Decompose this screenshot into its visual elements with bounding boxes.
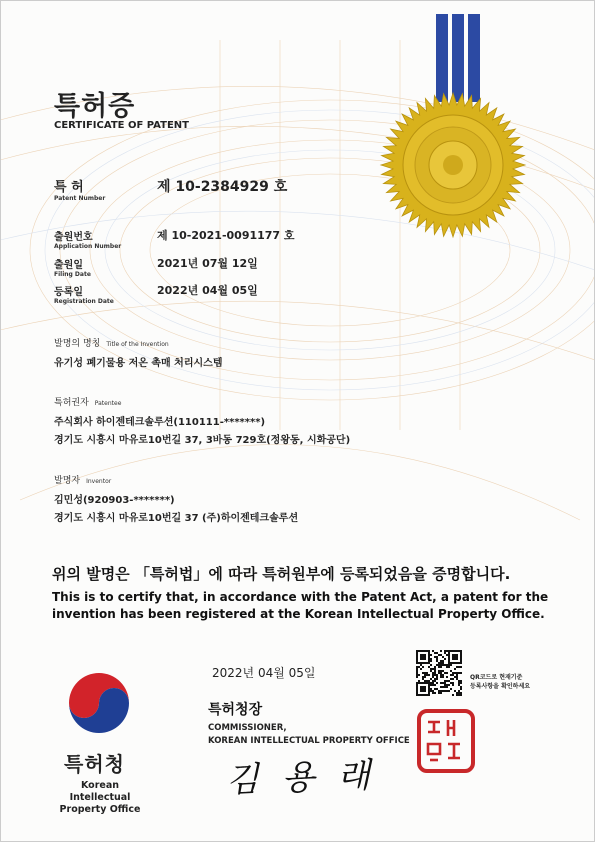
signature: 김 용 래 bbox=[225, 755, 377, 801]
page-title: 특허증 bbox=[54, 91, 136, 122]
korean-ip-office-logo-icon bbox=[64, 668, 134, 738]
ribbon-stripe bbox=[436, 14, 448, 102]
qr-code-icon bbox=[416, 650, 462, 696]
statement-english-line-2: invention has been registered at the Korean Intellectual Property Office. bbox=[52, 607, 545, 621]
registration-date-value: 2022년 04월 05일 bbox=[157, 284, 258, 297]
gold-seal-icon bbox=[378, 90, 528, 240]
statement-korean: 위의 발명은 「특허법」에 따라 특허원부에 등록되었음을 증명합니다. bbox=[52, 565, 511, 583]
page-subtitle: CERTIFICATE OF PATENT bbox=[54, 120, 189, 131]
filing-date-value: 2021년 07월 12일 bbox=[157, 257, 258, 270]
inventor-section: 발명자 Inventor 김민성(920903-*******) 경기도 시흥시 마유로10번길 37 (주)하이젠테크솔루션 bbox=[54, 476, 299, 524]
patent-number-label: 특 허 Patent Number bbox=[54, 180, 106, 202]
office-name-korean: 특허청 bbox=[64, 752, 125, 776]
red-seal-icon bbox=[416, 708, 476, 774]
ribbon-stripe bbox=[452, 14, 464, 102]
statement-english-line-1: This is to certify that, in accordance with the Patent Act, a patent for the bbox=[52, 590, 549, 604]
issue-date: 2022년 04월 05일 bbox=[212, 666, 316, 680]
patentee-section: 특허권자 Patentee 주식회사 하이젠테크솔루션(110111-*******) 경기도 시흥시 마유로10번길 37, 3바동 729호(정왕동, 시화공단) bbox=[54, 398, 351, 446]
application-number-value: 제 10-2021-0091177 호 bbox=[157, 229, 295, 242]
commissioner-english: COMMISSIONER, KOREAN INTELLECTUAL PROPERTY OFFICE bbox=[208, 723, 410, 746]
patent-number-value: 제 10-2384929 호 bbox=[157, 179, 288, 195]
application-number-label: 출원번호 Application Number bbox=[54, 232, 122, 250]
commissioner-title: 특허청장 bbox=[208, 702, 263, 718]
patentee-address: 경기도 시흥시 마유로10번길 37, 3바동 729호(정왕동, 시화공단) bbox=[54, 435, 351, 446]
patentee-name: 주식회사 하이젠테크솔루션(110111-*******) bbox=[54, 417, 266, 428]
filing-date-label: 출원일 Filing Date bbox=[54, 260, 91, 278]
invention-title: 유기성 폐기물용 저온 촉매 처리시스템 bbox=[54, 358, 223, 369]
inventor-name: 김민성(920903-*******) bbox=[54, 495, 175, 506]
qr-note: QR코드로 현재기준 등록사항을 확인하세요 bbox=[470, 674, 531, 690]
invention-section: 발명의 명칭 Title of the Invention 유기성 폐기물용 저온 촉매 처리시스템 bbox=[54, 339, 223, 369]
ribbon-stripe bbox=[468, 14, 480, 102]
registration-date-label: 등록일 Registration Date bbox=[54, 287, 114, 305]
office-name-english: Korean Intellectual Property Office bbox=[59, 780, 141, 815]
inventor-address: 경기도 시흥시 마유로10번길 37 (주)하이젠테크솔루션 bbox=[54, 513, 299, 524]
